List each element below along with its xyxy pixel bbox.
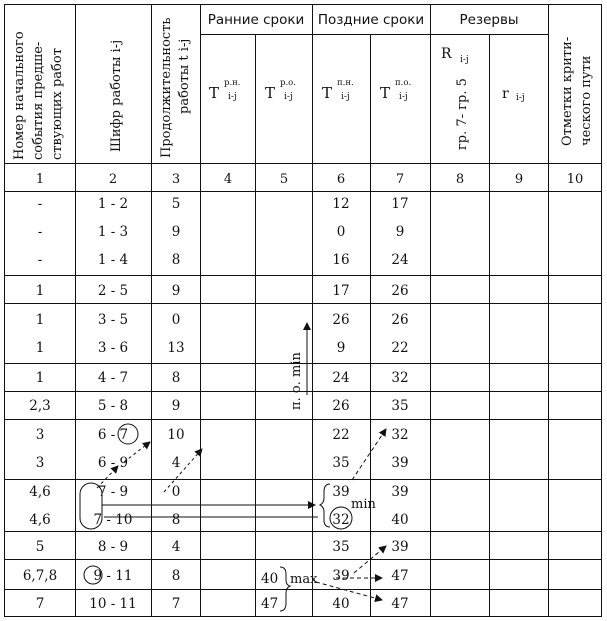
cell-late-start: 32 bbox=[332, 512, 350, 528]
cell-code: 7 - 10 bbox=[93, 512, 133, 528]
cell-pred: 4,6 bbox=[29, 512, 51, 528]
cell-dur: 7 bbox=[171, 596, 181, 612]
cell-late-end: 39 bbox=[391, 539, 409, 555]
svg-text:i-j: i-j bbox=[228, 92, 237, 102]
table-row bbox=[36, 283, 409, 299]
cell-code: 3 - 6 bbox=[97, 340, 129, 356]
svg-text:i-j: i-j bbox=[460, 55, 469, 65]
cell-pred: 3 bbox=[35, 427, 45, 443]
svg-text:T: T bbox=[209, 84, 220, 102]
cell-dur: 9 bbox=[171, 224, 181, 240]
cell-late-end: 35 bbox=[391, 398, 409, 414]
cell-late-start: 35 bbox=[332, 539, 350, 555]
annotation-early-end-47: 47 bbox=[261, 596, 279, 612]
column-number-8: 8 bbox=[455, 172, 465, 187]
table-row bbox=[36, 455, 409, 471]
svg-text:r: r bbox=[502, 86, 509, 102]
table-row bbox=[36, 539, 409, 555]
column-number-1: 1 bbox=[35, 172, 45, 187]
table-row bbox=[23, 568, 409, 584]
column-number-4: 4 bbox=[223, 172, 233, 187]
svg-text:i-j: i-j bbox=[341, 92, 350, 102]
cell-code: 3 - 5 bbox=[97, 312, 129, 328]
cell-pred: - bbox=[37, 196, 43, 212]
header-col10-line2: ческого пути bbox=[579, 55, 594, 146]
table-row bbox=[36, 370, 409, 386]
cell-late-start: 22 bbox=[332, 427, 350, 443]
cell-late-start: 17 bbox=[332, 283, 350, 299]
cell-code: 9 - 11 bbox=[93, 568, 133, 584]
cell-late-start: 24 bbox=[332, 370, 350, 386]
cell-late-start: 26 bbox=[332, 312, 350, 328]
svg-text:i-j: i-j bbox=[516, 93, 525, 103]
header-col3-line2: работы t i-j bbox=[177, 38, 192, 114]
cell-late-start: 40 bbox=[332, 596, 350, 612]
svg-text:T: T bbox=[265, 84, 276, 102]
cell-dur: 9 bbox=[171, 398, 181, 414]
cell-late-end: 32 bbox=[391, 427, 409, 443]
header-col10-line1: Отметки крити- bbox=[560, 36, 575, 146]
cell-code: 4 - 7 bbox=[97, 370, 129, 386]
cell-dur: 13 bbox=[167, 340, 185, 356]
cell-dur: 8 bbox=[171, 512, 181, 528]
header-group-late: Поздние сроки bbox=[317, 12, 425, 28]
header-col1-line3: ствующих работ bbox=[50, 48, 65, 160]
header-t-pn bbox=[322, 78, 354, 102]
cell-late-end: 22 bbox=[391, 340, 409, 356]
cell-dur: 10 bbox=[167, 427, 185, 443]
svg-text:п.н.: п.н. bbox=[337, 78, 354, 88]
cell-late-end: 26 bbox=[391, 283, 409, 299]
svg-text:р.н.: р.н. bbox=[224, 78, 241, 88]
svg-text:R: R bbox=[441, 46, 452, 62]
cell-late-end: 17 bbox=[391, 196, 409, 212]
column-number-3: 3 bbox=[171, 172, 181, 187]
cell-late-end: 47 bbox=[391, 568, 409, 584]
table-row bbox=[36, 340, 409, 356]
header-R-total-reserve bbox=[441, 46, 469, 65]
column-number-6: 6 bbox=[336, 172, 346, 187]
header-t-po bbox=[380, 78, 411, 102]
svg-text:T: T bbox=[380, 84, 391, 102]
cell-code: 6 - 7 bbox=[97, 427, 129, 443]
cell-late-start: 39 bbox=[332, 484, 350, 500]
header-col1-line2: события предше- bbox=[31, 41, 46, 160]
header-col3-line1: Продолжительность bbox=[159, 17, 174, 158]
cell-pred: 6,7,8 bbox=[22, 568, 58, 584]
cell-code: 10 - 11 bbox=[89, 596, 137, 612]
cell-late-end: 26 bbox=[391, 312, 409, 328]
annotation-max: max bbox=[290, 572, 318, 587]
cell-late-start: 35 bbox=[332, 455, 350, 471]
cell-dur: 8 bbox=[171, 252, 181, 268]
cell-code: 2 - 5 bbox=[97, 283, 129, 299]
annotation-po-min: п. о. min bbox=[289, 352, 304, 410]
table-row bbox=[36, 312, 409, 328]
column-number-2: 2 bbox=[108, 172, 118, 187]
table-row bbox=[38, 196, 409, 212]
header-R-formula: гр. 7- гр. 5 bbox=[455, 78, 470, 150]
header-r-free-reserve bbox=[502, 86, 525, 103]
cell-pred: 1 bbox=[35, 340, 45, 356]
cell-code: 7 - 9 bbox=[97, 484, 129, 500]
cell-late-start: 26 bbox=[332, 398, 350, 414]
cell-pred: 4,6 bbox=[29, 484, 51, 500]
column-numbers bbox=[36, 172, 583, 187]
cell-late-start: 0 bbox=[336, 224, 346, 240]
header-t-rn bbox=[209, 78, 241, 102]
table-row bbox=[29, 398, 408, 414]
cell-pred: 5 bbox=[35, 539, 45, 555]
brace-min bbox=[320, 484, 330, 527]
column-number-9: 9 bbox=[514, 172, 524, 187]
cell-pred: - bbox=[37, 224, 43, 240]
svg-text:T: T bbox=[322, 84, 333, 102]
cell-late-end: 39 bbox=[391, 455, 409, 471]
svg-text:р.о.: р.о. bbox=[280, 78, 296, 88]
table-row bbox=[36, 427, 409, 443]
cell-code: 5 - 8 bbox=[97, 398, 129, 414]
annotation-min: min bbox=[351, 497, 376, 512]
cell-dur: 8 bbox=[171, 370, 181, 386]
cell-late-end: 40 bbox=[391, 512, 409, 528]
header-group-reserves: Резервы bbox=[459, 12, 519, 28]
table-row bbox=[36, 596, 409, 612]
cell-pred: 1 bbox=[35, 283, 45, 299]
cell-code: 1 - 3 bbox=[97, 224, 129, 240]
cell-dur: 8 bbox=[171, 568, 181, 584]
svg-text:i-j: i-j bbox=[399, 92, 408, 102]
column-number-10: 10 bbox=[566, 172, 584, 187]
cell-late-end: 32 bbox=[391, 370, 409, 386]
header-group-early: Ранние сроки bbox=[207, 12, 305, 28]
header-t-ro bbox=[265, 78, 296, 102]
table-row bbox=[38, 224, 405, 240]
table-row bbox=[38, 252, 409, 268]
cell-pred: 7 bbox=[35, 596, 45, 612]
cell-late-end: 24 bbox=[391, 252, 409, 268]
cell-late-end: 47 bbox=[391, 596, 409, 612]
cell-code: 8 - 9 bbox=[97, 539, 129, 555]
cell-dur: 0 bbox=[171, 484, 181, 500]
cell-late-start: 9 bbox=[336, 340, 346, 356]
cell-late-start: 16 bbox=[332, 252, 350, 268]
cell-code: 6 - 9 bbox=[97, 455, 129, 471]
header-col2: Шифр работы i-j bbox=[109, 39, 124, 152]
cell-pred: 2,3 bbox=[29, 398, 51, 414]
cell-late-start: 39 bbox=[332, 568, 350, 584]
cell-code: 1 - 4 bbox=[97, 252, 129, 268]
column-number-5: 5 bbox=[279, 172, 289, 187]
cell-pred: 1 bbox=[35, 370, 45, 386]
cell-dur: 5 bbox=[171, 196, 181, 212]
cell-late-end: 39 bbox=[391, 484, 409, 500]
svg-text:i-j: i-j bbox=[284, 92, 293, 102]
cell-dur: 4 bbox=[171, 455, 181, 471]
header-col1-line1: Номер начального bbox=[12, 31, 27, 160]
cell-late-start: 12 bbox=[332, 196, 350, 212]
cell-pred: 1 bbox=[35, 312, 45, 328]
svg-text:п.о.: п.о. bbox=[395, 78, 412, 88]
cell-dur: 9 bbox=[171, 283, 181, 299]
cell-pred: - bbox=[37, 252, 43, 268]
annotation-early-end-40: 40 bbox=[261, 571, 279, 587]
table-body bbox=[23, 196, 409, 612]
column-number-7: 7 bbox=[395, 172, 405, 187]
cell-dur: 4 bbox=[171, 539, 181, 555]
cell-dur: 0 bbox=[171, 312, 181, 328]
cell-code: 1 - 2 bbox=[97, 196, 129, 212]
cell-pred: 3 bbox=[35, 455, 45, 471]
cell-late-end: 9 bbox=[395, 224, 405, 240]
